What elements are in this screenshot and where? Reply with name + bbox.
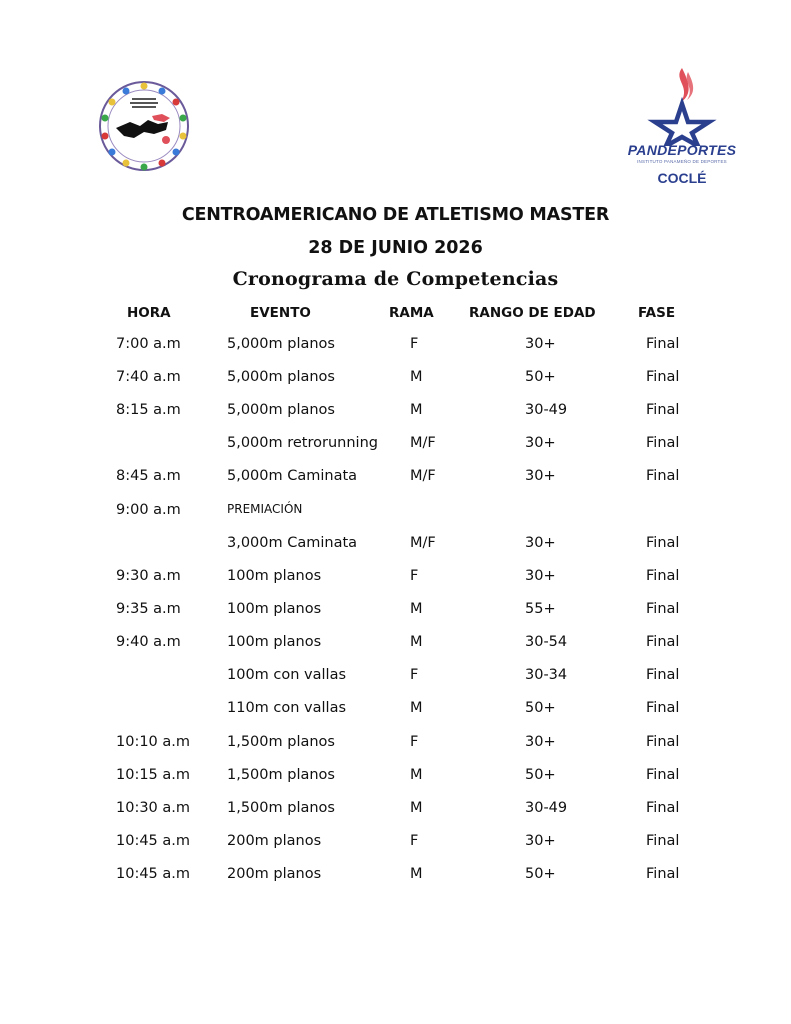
cell-evento: 5,000m planos <box>227 336 335 352</box>
table-row <box>0 369 791 393</box>
pandeportes-logo <box>612 66 752 200</box>
table-row <box>0 667 791 691</box>
cell-evento: 5,000m planos <box>227 369 335 385</box>
cell-rango: 30+ <box>525 468 556 484</box>
table-row <box>0 535 791 559</box>
cell-rango: 30-49 <box>525 800 568 816</box>
cell-fase: Final <box>646 866 680 882</box>
event-title: CENTROAMERICANO DE ATLETISMO MASTER <box>181 205 610 225</box>
cell-rango: 30-34 <box>525 667 568 683</box>
table-row <box>0 866 791 890</box>
table-row <box>0 767 791 791</box>
cell-rama: M <box>410 634 423 650</box>
cell-evento: 5,000m retrorunning <box>227 435 378 451</box>
header-evento: EVENTO <box>250 305 311 321</box>
cell-rango: 30-49 <box>525 402 568 418</box>
cell-rama: M <box>410 866 423 882</box>
cell-evento: 1,500m planos <box>227 800 335 816</box>
cell-evento: 5,000m planos <box>227 402 335 418</box>
cell-rango: 30+ <box>525 734 556 750</box>
cell-fase: Final <box>646 800 680 816</box>
cell-hora: 9:40 a.m <box>116 634 181 650</box>
cell-evento: 1,500m planos <box>227 734 335 750</box>
cell-hora: 8:15 a.m <box>116 402 181 418</box>
table-row <box>0 468 791 492</box>
schedule-subtitle: Cronograma de Competencias <box>232 268 559 290</box>
table-row <box>0 601 791 625</box>
table-row <box>0 502 791 526</box>
cell-hora: 7:40 a.m <box>116 369 181 385</box>
table-row <box>0 336 791 360</box>
table-row <box>0 568 791 592</box>
cell-rango: 30+ <box>525 833 556 849</box>
cell-evento: 1,500m planos <box>227 767 335 783</box>
cell-fase: Final <box>646 667 680 683</box>
cell-evento: 200m planos <box>227 833 322 849</box>
cell-hora: 9:30 a.m <box>116 568 181 584</box>
cell-hora: 9:00 a.m <box>116 502 181 518</box>
cell-hora: 10:10 a.m <box>116 734 191 750</box>
cell-fase: Final <box>646 468 680 484</box>
cell-rama: M/F <box>410 535 436 551</box>
cell-evento: PREMIACIÓN <box>227 502 303 516</box>
table-row <box>0 700 791 724</box>
cell-rama: F <box>410 734 419 750</box>
cell-rama: M/F <box>410 435 436 451</box>
brand-city: COCLÉ <box>657 170 707 186</box>
table-row <box>0 833 791 857</box>
cell-rama: M <box>410 800 423 816</box>
cell-fase: Final <box>646 767 680 783</box>
cell-hora: 10:15 a.m <box>116 767 191 783</box>
cell-rama: M <box>410 402 423 418</box>
cell-fase: Final <box>646 634 680 650</box>
cell-rama: M <box>410 700 423 716</box>
cell-evento: 5,000m Caminata <box>227 468 358 484</box>
star-flame-icon <box>647 66 717 146</box>
cell-evento: 100m planos <box>227 568 322 584</box>
cell-fase: Final <box>646 369 680 385</box>
cell-evento: 100m planos <box>227 601 322 617</box>
cell-evento: 200m planos <box>227 866 322 882</box>
cell-hora: 8:45 a.m <box>116 468 181 484</box>
cell-hora: 7:00 a.m <box>116 336 181 352</box>
cell-fase: Final <box>646 336 680 352</box>
cell-rango: 30+ <box>525 435 556 451</box>
table-row <box>0 800 791 824</box>
cell-rama: M/F <box>410 468 436 484</box>
cell-rama: M <box>410 369 423 385</box>
table-header <box>0 305 791 329</box>
cell-fase: Final <box>646 535 680 551</box>
cell-rango: 50+ <box>525 767 556 783</box>
cell-rama: F <box>410 667 419 683</box>
header-rama: RAMA <box>389 305 434 321</box>
brand-subtitle: INSTITUTO PANAMEÑO DE DEPORTES <box>637 159 727 164</box>
cell-hora: 10:30 a.m <box>116 800 191 816</box>
cell-rango: 50+ <box>525 369 556 385</box>
cell-rango: 30-54 <box>525 634 568 650</box>
cell-evento: 110m con vallas <box>227 700 347 716</box>
table-row <box>0 634 791 658</box>
cell-rama: F <box>410 336 419 352</box>
header-hora: HORA <box>127 305 171 321</box>
cell-hora: 10:45 a.m <box>116 866 191 882</box>
cell-rango: 55+ <box>525 601 556 617</box>
cell-rama: F <box>410 833 419 849</box>
cell-fase: Final <box>646 734 680 750</box>
event-date: 28 DE JUNIO 2026 <box>308 238 483 258</box>
cell-rango: 30+ <box>525 336 556 352</box>
cell-evento: 100m con vallas <box>227 667 347 683</box>
header-fase: FASE <box>638 305 676 321</box>
table-row <box>0 402 791 426</box>
header-rango: RANGO DE EDAD <box>469 305 596 321</box>
cell-fase: Final <box>646 700 680 716</box>
cell-fase: Final <box>646 601 680 617</box>
cell-rango: 50+ <box>525 866 556 882</box>
cell-hora: 9:35 a.m <box>116 601 181 617</box>
cell-rango: 30+ <box>525 568 556 584</box>
cell-rama: M <box>410 767 423 783</box>
cell-rama: F <box>410 568 419 584</box>
cell-fase: Final <box>646 568 680 584</box>
table-row <box>0 435 791 459</box>
cell-rango: 50+ <box>525 700 556 716</box>
cell-rango: 30+ <box>525 535 556 551</box>
cell-hora: 10:45 a.m <box>116 833 191 849</box>
cell-rama: M <box>410 601 423 617</box>
table-row <box>0 734 791 758</box>
association-logo <box>96 80 192 172</box>
cell-evento: 100m planos <box>227 634 322 650</box>
cell-evento: 3,000m Caminata <box>227 535 358 551</box>
cell-fase: Final <box>646 402 680 418</box>
cell-fase: Final <box>646 833 680 849</box>
brand-name: PANDEPORTES <box>627 142 737 158</box>
cell-fase: Final <box>646 435 680 451</box>
